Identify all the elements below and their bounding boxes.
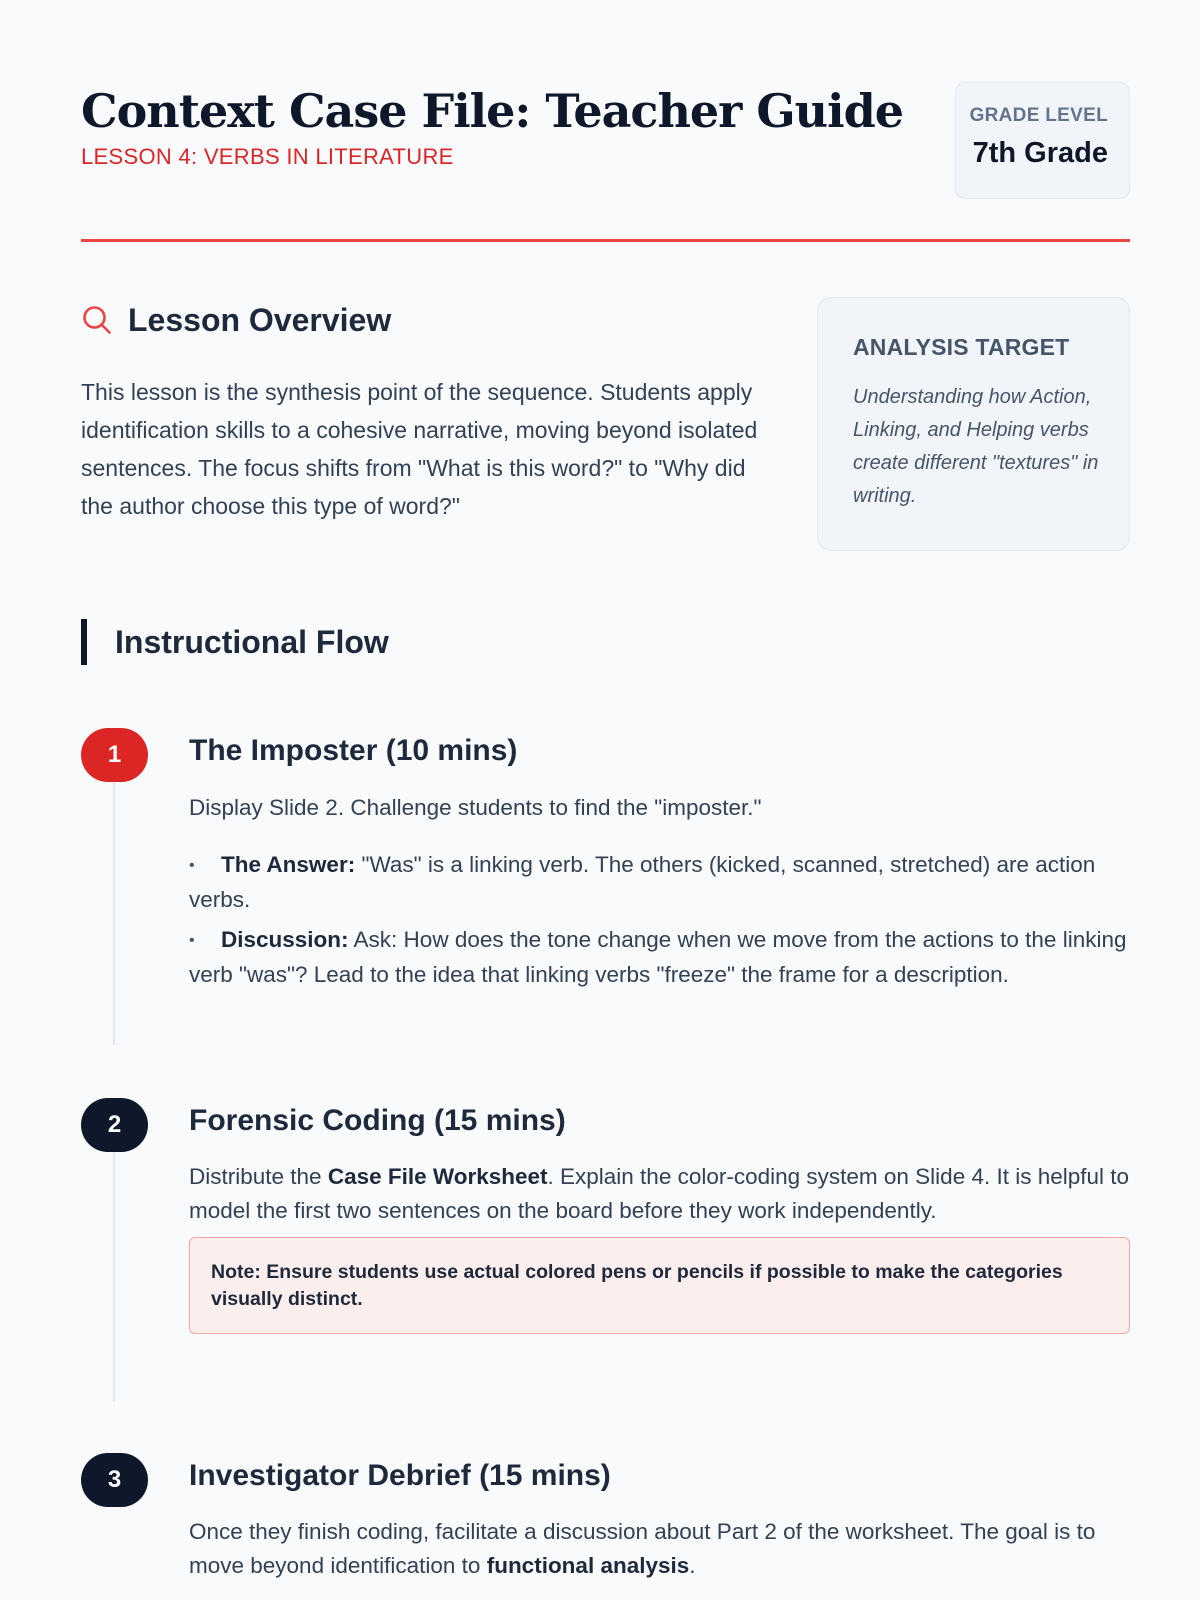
overview-heading: Lesson Overview <box>128 302 392 338</box>
step-2-text <box>189 1160 1130 1228</box>
step-1-text: Display Slide 2. Challenge students to find the "imposter." <box>189 795 762 820</box>
page-title: Context Case File: Teacher Guide <box>81 84 904 138</box>
analysis-target-card <box>817 297 1130 551</box>
text-segment: Once they finish coding, facilitate a discussion about Part 2 of the worksheet. The goal is to move beyond identification to <box>189 1519 1096 1578</box>
grade-level-card <box>955 82 1130 199</box>
overview-text: This lesson is the synthesis point of the sequence. Students apply identification skills to a cohesive narrative, moving beyond isolated sentences. The focus shifts from "What is this word?" to "Why did the author choose this type of word?" <box>81 379 758 519</box>
grade-level-label: GRADE LEVEL <box>969 105 1108 126</box>
text-segment: . Explain the color-coding system on Slide 4. It is helpful to model the first two sentences on the board before they work independently. <box>189 1164 1130 1223</box>
step-2-badge: 2 <box>81 1098 148 1152</box>
search-icon <box>82 305 112 335</box>
text-emphasis: functional analysis <box>486 1553 690 1578</box>
step-1-title: The Imposter (10 mins) <box>189 734 518 767</box>
text-segment: Distribute the <box>189 1164 322 1189</box>
note-callout: Note: Ensure students use actual colored pens or pencils if possible to make the categories visually distinct. <box>189 1237 1130 1334</box>
bullet-text: "Was" is a linking verb. The others (kicked, scanned, stretched) are action verbs. <box>189 852 1096 912</box>
lesson-subtitle: LESSON 4: VERBS IN LITERATURE <box>81 144 454 169</box>
bullet-label: Discussion: <box>221 927 349 952</box>
grade-level-value: 7th Grade <box>972 137 1108 169</box>
step-3-text <box>189 1515 1130 1583</box>
text-emphasis: Case File Worksheet <box>327 1164 548 1189</box>
analysis-target-label: ANALYSIS TARGET <box>853 334 1070 360</box>
step-1-connector <box>113 760 115 1045</box>
flow-heading-accent-bar <box>81 619 87 665</box>
step-2-title: Forensic Coding (15 mins) <box>189 1104 566 1137</box>
text-segment: . <box>689 1553 696 1578</box>
header-divider <box>81 239 1130 242</box>
list-item <box>189 923 1134 992</box>
analysis-target-text: Understanding how Action, Linking, and Helping verbs create different "textures" in writing. <box>853 386 1099 507</box>
step-3-title: Investigator Debrief (15 mins) <box>189 1459 611 1492</box>
step-1-badge: 1 <box>81 728 148 782</box>
flow-heading: Instructional Flow <box>115 624 389 660</box>
bullet-label: The Answer: <box>221 852 356 877</box>
step-3-badge: 3 <box>81 1453 148 1507</box>
step-1-bullets <box>189 848 1134 998</box>
bullet-text: Ask: How does the tone change when we move from the actions to the linking verb "was"? Lead to the idea that linking verbs "freeze" the frame for a description. <box>189 927 1127 987</box>
list-item <box>189 848 1134 917</box>
step-2-connector <box>113 1130 115 1402</box>
